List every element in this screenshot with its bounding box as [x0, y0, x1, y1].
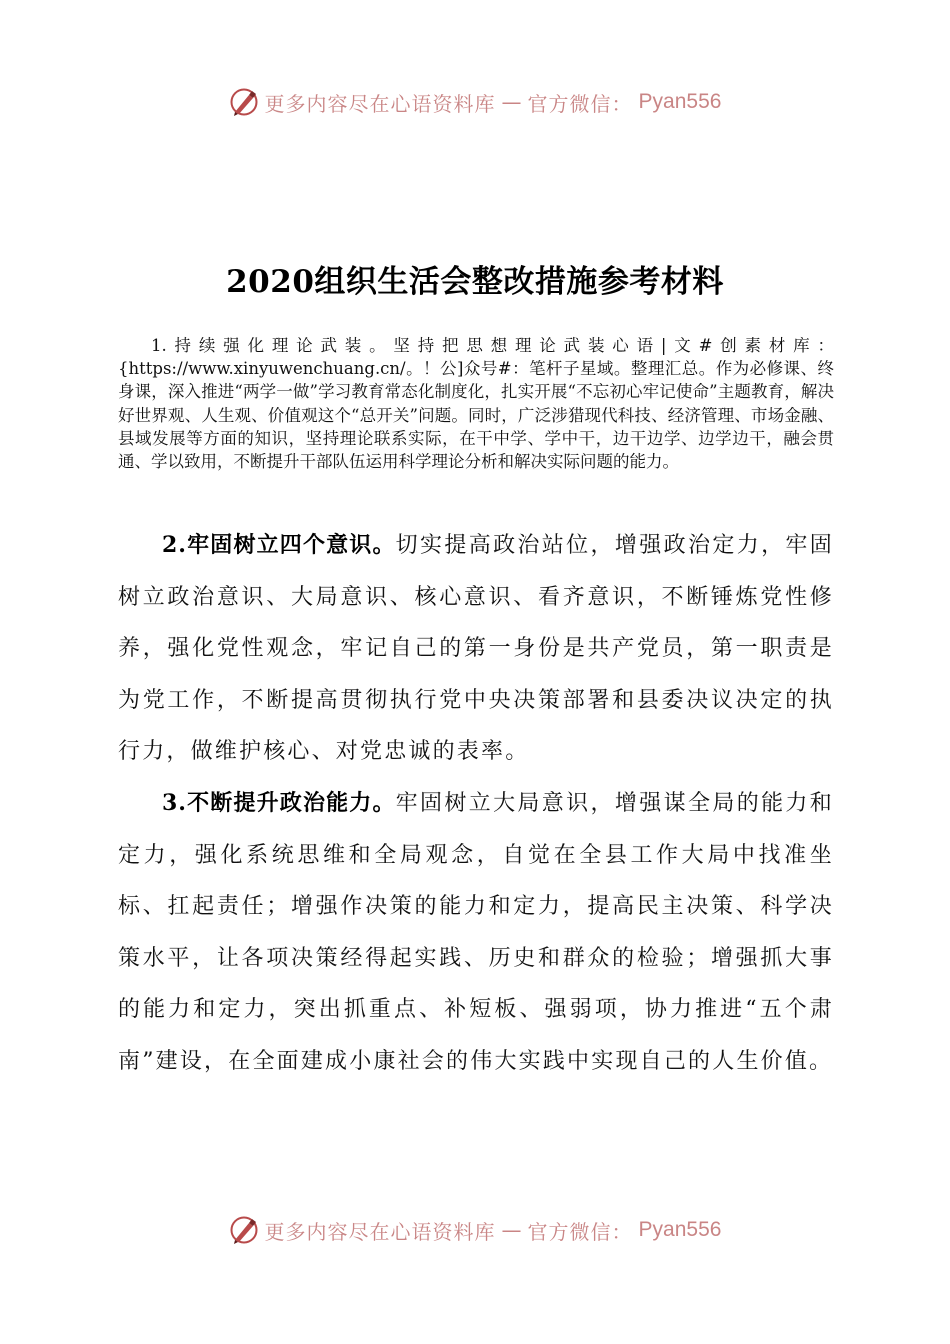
footer-banner	[0, 1208, 950, 1252]
paragraph-3-lead: 3.不断提升政治能力。	[162, 790, 396, 816]
banner-contact-id: Pyan556	[638, 90, 722, 113]
banner-contact-label: 官方微信：	[527, 91, 633, 116]
footer-banner-separator: —	[501, 1218, 522, 1242]
document-title: 2020组织生活会整改措施参考材料	[226, 264, 724, 300]
paragraph-2-body: 切实提高政治站位，增强政治定力，牢固树立政治意识、大局意识、核心意识、看齐意识，不断锤炼党性修养，强化党性观念，牢记自己的第一身份是共产党员，第一职责是为党工作，不断提高贯彻执行党中央决策部署和县委决议决定的执行力，做维护核心、对党忠诚的表率。	[118, 533, 834, 764]
paragraph-3	[118, 778, 834, 1087]
paragraph-2	[118, 520, 834, 778]
footer-contact-label: 官方微信：	[527, 1219, 633, 1244]
banner-text: 更多内容尽在心语资料库	[264, 91, 496, 116]
pen-circle-logo-icon	[229, 1215, 259, 1245]
header-banner	[0, 80, 950, 124]
pen-circle-logo-icon	[229, 87, 259, 117]
paragraph-2-lead: 2.牢固树立四个意识。	[162, 532, 396, 558]
paragraph-1: 1.持续强化理论武装。坚持把思想理论武装心语|文#创素材库：{https://www.xinyuwenchuang.cn/。！公]众号#：笔杆子星域。整理汇总。作为必修课、终身课，深入推进“两学一做”学习教育常态化制度化，扎实开展“不忘初心牢记使命”主题教育，解决好世界观、人生观、价值观这个“总开关”问题。同时，广泛涉猎现代科技、经济管理、市场金融、县域发展等方面的知识，坚持理论联系实际，在干中学、学中干，边干边学、边学边干，融会贯通、学以致用，不断提升干部队伍运用科学理论分析和解决实际问题的能力。	[118, 336, 834, 472]
footer-contact-id: Pyan556	[638, 1218, 722, 1241]
footer-banner-text: 更多内容尽在心语资料库	[264, 1219, 496, 1244]
paragraph-3-body: 牢固树立大局意识，增强谋全局的能力和定力，强化系统思维和全局观念，自觉在全县工作大局中找准坐标、扛起责任；增强作决策的能力和定力，提高民主决策、科学决策水平，让各项决策经得起实践、历史和群众的检验；增强抓大事的能力和定力，突出抓重点、补短板、强弱项，协力推进“五个肃南”建设，在全面建成小康社会的伟大实践中实现自己的人生价值。	[118, 791, 834, 1074]
banner-separator: —	[501, 90, 522, 114]
